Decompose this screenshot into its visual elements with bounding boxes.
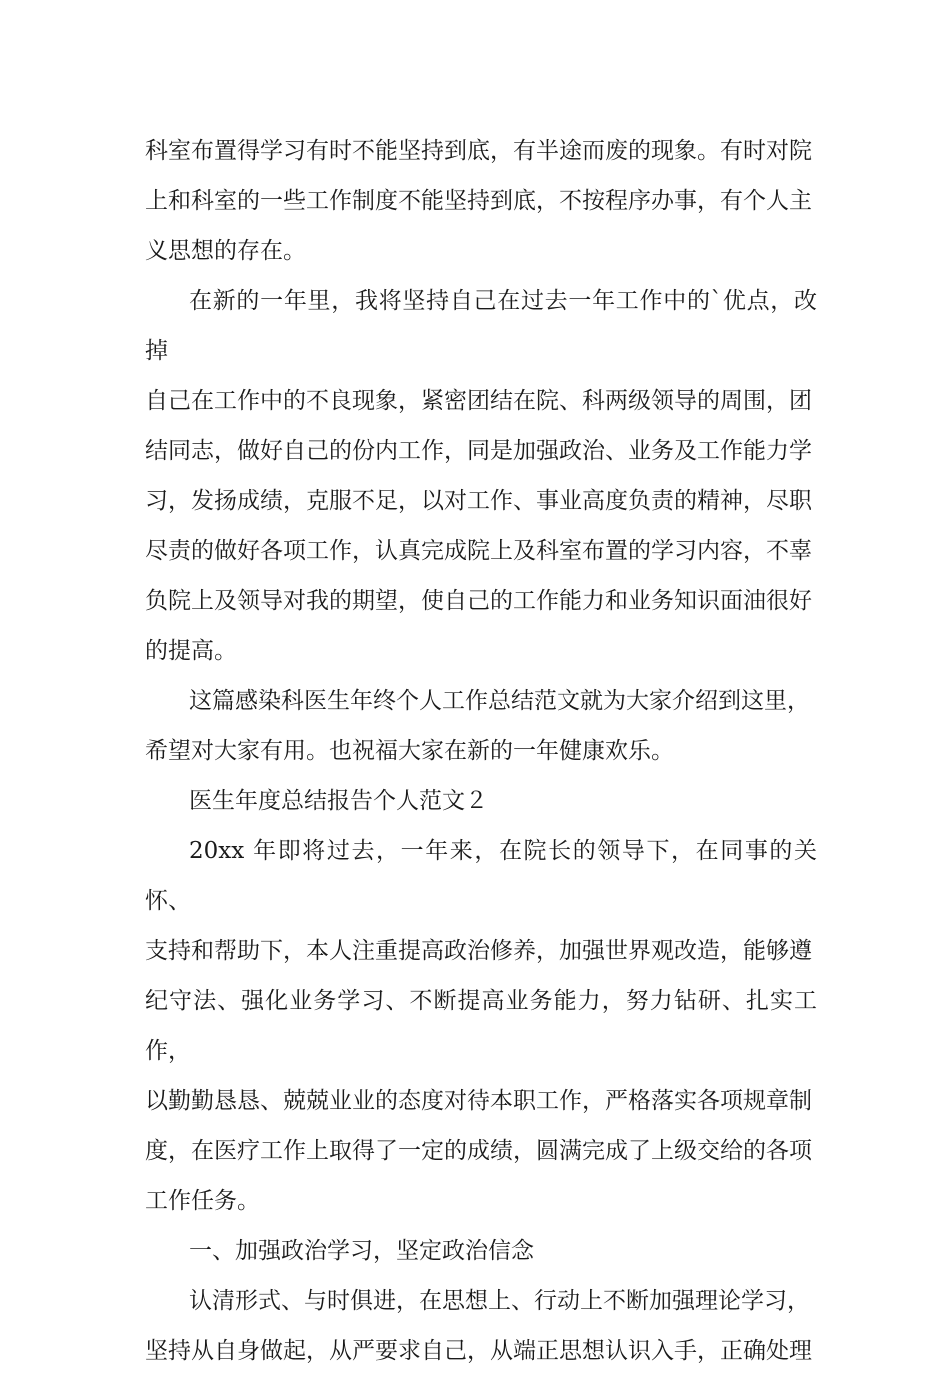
section-heading-report-2: 医生年度总结报告个人范文２ bbox=[189, 788, 488, 814]
section-heading-political-study: 一、加强政治学习，坚定政治信念 bbox=[189, 1238, 534, 1264]
paragraph-1: 科室布置得学习有时不能坚持到底，有半途而废的现象。有时对院 上和科室的一些工作制度不能坚持到底，不按程序办事，有个人主 义思想的存在。 bbox=[145, 138, 812, 264]
paragraph-7: 认清形式、与时俱进，在思想上、行动上不断加强理论学习， 坚持从自身做起，从严要求自己，从端正思想认识入手，正确处理 bbox=[145, 1288, 812, 1364]
document-body bbox=[145, 126, 817, 1376]
paragraph-3: 这篇感染科医生年终个人工作总结范文就为大家介绍到这里， 希望对大家有用。也祝福大家在新的一年健康欢乐。 bbox=[145, 688, 810, 764]
paragraph-2: 在新的一年里，我将坚持自己在过去一年工作中的`优点，改掉 自己在工作中的不良现象，紧密团结在院、科两级领导的周围，团 结同志，做好自己的份内工作，同是加强政治、业务及工作能力学 习，发扬成绩，克服不足，以对工作、事业高度负责的精神，尽职 尽责的做好各项工作，认真完成院上及科室布置的学习内容，不辜 负院上及领导对我的期望，使自己的工作能力和业务知识面油很好 的提高。 bbox=[145, 288, 817, 664]
paragraph-5: 20xx 年即将过去，一年来，在院长的领导下，在同事的关怀、 支持和帮助下，本人注重提高政治修养，加强世界观改造，能够遵 纪守法、强化业务学习、不断提高业务能力，努力钻研、扎实工作， 以勤勤恳恳、兢兢业业的态度对待本职工作，严格落实各项规章制 度，在医疗工作上取得了一定的成绩，圆满完成了上级交给的各项 工作任务。 bbox=[145, 838, 817, 1214]
